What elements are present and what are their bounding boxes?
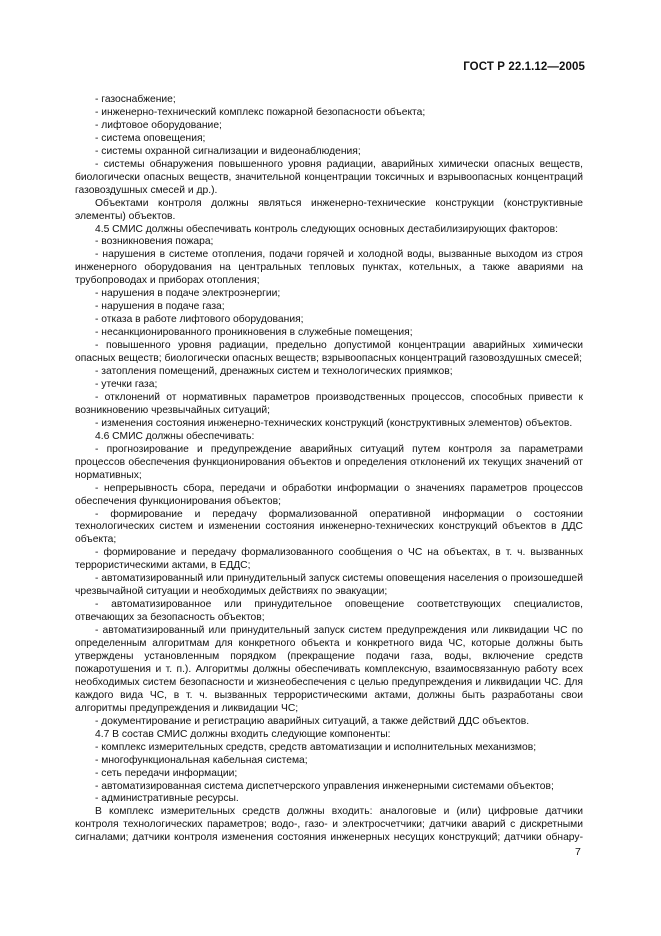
- paragraph: - утечки газа;: [95, 378, 158, 390]
- paragraph: - нарушения в подаче электроэнергии;: [95, 288, 281, 300]
- paragraph: - формирование и передачу формализованного сообщения о ЧС на объектах, в т. ч. вызванных террористическими актами, в ЕДДС;: [75, 547, 583, 572]
- paragraph: - несанкционированного проникновения в служебные помещения;: [95, 327, 413, 339]
- paragraph: - системы охранной сигнализации и видеонаблюдения;: [95, 145, 361, 157]
- paragraph: В комплекс измерительных средств должны входить: аналоговые и (или) цифровые датчики контроля технологических параметров; водо-, газо- и электросчетчики; датчики аварий с дискретными сигналами; датчики контроля изменения состояния инженерных несущих конструкций; датчики обнару-: [75, 806, 583, 844]
- paragraph: - автоматизированная система диспетчерского управления инженерными системами объектов;: [95, 780, 554, 792]
- paragraph: - возникновения пожара;: [95, 236, 214, 248]
- page-number: 7: [575, 846, 581, 858]
- paragraph: - прогнозирование и предупреждение аварийных ситуаций путем контроля за параметрами процессов обеспечения функционирования объектов и определения отклонений их текущих значений от нормативных;: [75, 443, 583, 481]
- paragraph: - автоматизированное или принудительное оповещение соответствующих специалистов, отвечающих за безопасность объектов;: [75, 599, 583, 624]
- paragraph: - формирование и передачу формализованной оперативной информации о состоянии технологических систем и изменении состояния инженерно-технических конструкций объектов в ДДС объекта;: [75, 508, 583, 546]
- paragraph: - отклонений от нормативных параметров производственных процессов, способных привести к возникновению чрезвычайных ситуаций;: [75, 391, 583, 416]
- paragraph: - автоматизированный или принудительный запуск систем предупреждения или ликвидации ЧС по определенным алгоритмам для конкретного объекта и конкретного вида ЧС, которые должны быть утверждены установленным порядком (прекращение подачи газа, воды, включение средств пожаротушения и т. п.). Алгоритмы должны обеспечивать комплексную, взаимосвязанную работу всех необходимых систем безопасности и жизнеобеспечения с целью предупреждения и ликвидации ЧС. Для каждого вида ЧС, в т. ч. вызванных террористическими актами, должны быть разработаны свои алгоритмы предупреждения и ликвидации ЧС;: [75, 625, 583, 714]
- paragraph: - лифтовое оборудование;: [95, 119, 222, 131]
- paragraph: 4.5 СМИС должны обеспечивать контроль следующих основных дестабилизирующих факторов:: [95, 223, 558, 235]
- paragraph: 4.7 В состав СМИС должны входить следующие компоненты:: [95, 728, 391, 740]
- paragraph: - комплекс измерительных средств, средств автоматизации и исполнительных механизмов;: [95, 741, 537, 753]
- paragraph: - изменения состояния инженерно-технических конструкций (конструктивных элементов) объектов.: [95, 417, 573, 429]
- paragraph: - нарушения в подаче газа;: [95, 301, 225, 313]
- paragraph: - инженерно-технический комплекс пожарной безопасности объекта;: [95, 106, 426, 118]
- paragraph: - повышенного уровня радиации, предельно допустимой концентрации аварийных химически опасных веществ; биологически опасных веществ; взрывоопасных концентраций газовоздушных смесей;: [75, 340, 583, 365]
- paragraph: - сеть передачи информации;: [95, 767, 238, 779]
- paragraph: - нарушения в системе отопления, подачи горячей и холодной воды, вызванные выходом из строя инженерного оборудования на центральных тепловых пунктах, котельных, а также авариями на трубопроводах и приборах отопления;: [75, 249, 583, 287]
- paragraph: - газоснабжение;: [95, 94, 176, 105]
- paragraph: - непрерывность сбора, передачи и обработки информации о значениях параметров процессов обеспечения функционирования объектов;: [75, 482, 583, 507]
- paragraph: - документирование и регистрацию аварийных ситуаций, а также действий ДДС объектов.: [95, 715, 530, 727]
- paragraph: Объектами контроля должны являться инженерно-технические конструкции (конструктивные элементы) объектов.: [75, 197, 583, 222]
- document-body: [75, 94, 583, 845]
- paragraph: - системы обнаружения повышенного уровня радиации, аварийных химически опасных веществ, биологически опасных веществ, значительной концентрации токсичных и взрывоопасных концентраций газовоздушных смесей и др.).: [75, 158, 583, 196]
- document-code: ГОСТ Р 22.1.12—2005: [463, 61, 585, 73]
- paragraph: - система оповещения;: [95, 132, 206, 144]
- paragraph: 4.6 СМИС должны обеспечивать:: [95, 430, 255, 442]
- paragraph: - многофункциональная кабельная система;: [95, 754, 308, 766]
- paragraph: - затопления помещений, дренажных систем и технологических приямков;: [95, 366, 453, 378]
- paragraph: - отказа в работе лифтового оборудования;: [95, 314, 304, 326]
- paragraph: - автоматизированный или принудительный запуск системы оповещения населения о произошедшей чрезвычайной ситуации и необходимых действиях по эвакуации;: [75, 573, 583, 598]
- paragraph: - административные ресурсы.: [95, 793, 239, 805]
